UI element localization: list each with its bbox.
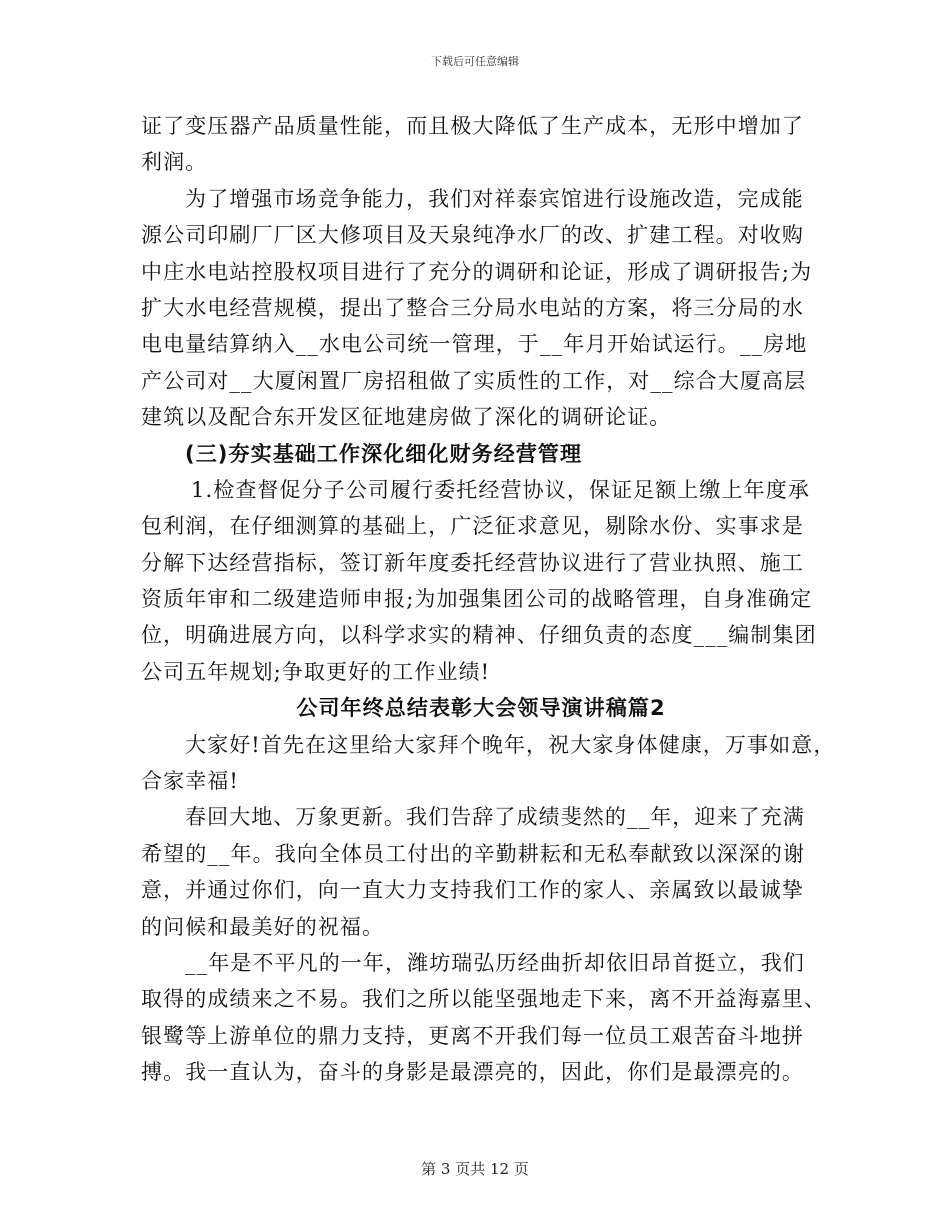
paragraph-line: 搏。我一直认为，奋斗的身影是最漂亮的，因此，你们是最漂亮的。 [141,1060,804,1085]
paragraph-line: 中庄水电站控股权项目进行了充分的调研和论证，形成了调研报告;为 [141,259,813,284]
paragraph-line: 电电量结算纳入__水电公司统一管理，于__年月开始试运行。__房地 [141,332,808,357]
article-title: 公司年终总结表彰大会领导演讲稿篇2 [296,696,666,721]
paragraph-line: 源公司印刷厂厂区大修项目及天泉纯净水厂的改、扩建工程。对收购 [141,223,804,248]
paragraph-line: 产公司对__大厦闲置厂房招租做了实质性的工作，对__综合大厦高层 [141,368,807,393]
paragraph-line: 公司五年规划;争取更好的工作业绩! [141,659,491,684]
paragraph-line: 1.检查督促分子公司履行委托经营协议，保证足额上缴上年度承 [191,477,810,502]
paragraph-line: 大家好!首先在这里给大家拜个晚年，祝大家身体健康，万事如意， [185,732,836,757]
document-body [141,108,836,1091]
page-header: 下载后可任意编辑 [431,55,519,68]
paragraph-line: 位，明确进展方向，以科学求实的精神、仔细负责的态度___编制集团 [141,623,817,648]
paragraph-line: 取得的成绩来之不易。我们之所以能坚强地走下来，离不开益海嘉里、 [141,987,827,1012]
paragraph-line: 建筑以及配合东开发区征地建房做了深化的调研论证。 [141,405,672,430]
paragraph-line: 证了变压器产品质量性能，而且极大降低了生产成本，无形中增加了 [141,114,804,138]
paragraph-line: 意，并通过你们，向一直大力支持我们工作的家人、亲属致以最诚挚 [141,878,804,903]
paragraph-line: 希望的__年。我向全体员工付出的辛勤耕耘和无私奉献致以深深的谢 [141,841,806,866]
paragraph-line: 分解下达经营指标，签订新年度委托经营协议进行了营业执照、施工 [141,550,804,575]
paragraph-line: 利润。 [141,150,208,175]
paragraph-line: 的问候和最美好的祝福。 [141,914,385,939]
paragraph-line: 资质年审和二级建造师申报;为加强集团公司的战略管理，自身准确定 [141,587,813,612]
paragraph-line: 春回大地、万象更新。我们告辞了成绩斐然的__年，迎来了充满 [185,805,805,830]
paragraph-line: 为了增强市场竞争能力，我们对祥泰宾馆进行设施改造，完成能 [185,186,804,211]
paragraph-line: 包利润，在仔细测算的基础上，广泛征求意见，剔除水份、实事求是 [141,514,804,539]
paragraph-line: 扩大水电经营规模，提出了整合三分局水电站的方案，将三分局的水 [141,295,804,320]
paragraph-line: 合家幸福! [141,769,239,794]
section-heading: (三)夯实基础工作深化细化财务经营管理 [185,441,583,466]
paragraph-line: 银鹭等上游单位的鼎力支持，更离不开我们每一位员工艰苦奋斗地拼 [141,1023,804,1048]
page-footer: 第 3 页共 12 页 [421,1160,529,1178]
paragraph-line: __年是不平凡的一年，潍坊瑞弘历经曲折却依旧昂首挺立，我们 [185,950,805,975]
